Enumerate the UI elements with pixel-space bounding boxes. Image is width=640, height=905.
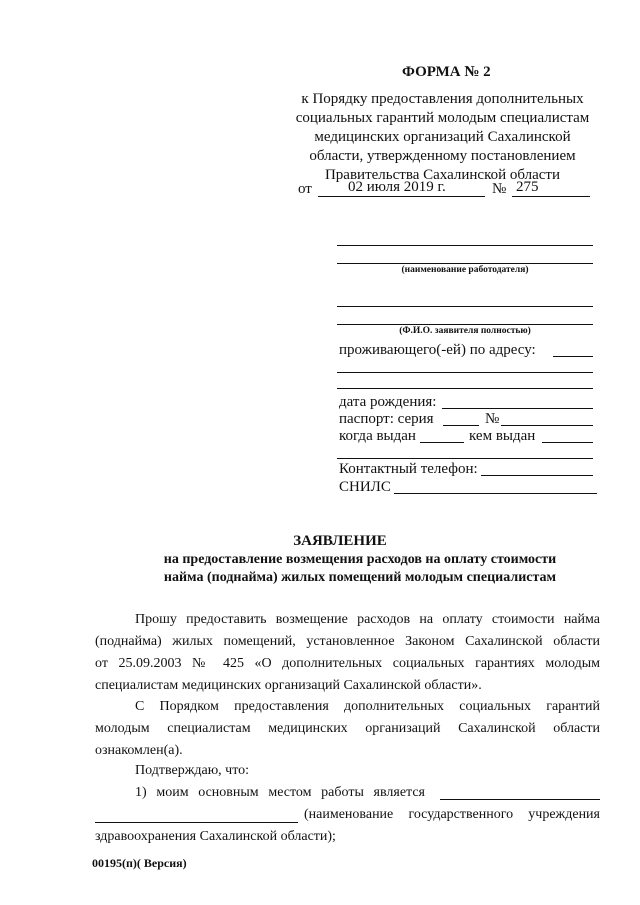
header-line: к Порядку предоставления дополнительных (301, 91, 584, 107)
fio-caption: (Ф.И.О. заявителя полностью) (399, 326, 531, 336)
paragraph-acknowledge (95, 698, 600, 760)
from-label: от (298, 181, 312, 197)
employer-caption: (наименование работодателя) (401, 265, 529, 275)
phone-label: Контактный телефон: (339, 461, 478, 477)
paragraph-request (95, 611, 600, 695)
employer-line (337, 245, 593, 246)
issued-by-line (337, 458, 593, 459)
address-line (553, 356, 593, 357)
workplace-line (95, 822, 298, 823)
header-line: социальных гарантий молодым специалистам (295, 110, 590, 126)
passport-series-line (443, 425, 479, 426)
phone-line (481, 475, 593, 476)
header-line: медицинских организаций Сахалинской (314, 129, 571, 145)
statement-subtitle: найма (поднайма) жилых помещений молодым специалистам (163, 570, 557, 585)
workplace-line (440, 799, 600, 800)
issued-when-label: когда выдан (339, 428, 416, 444)
birth-line (442, 408, 593, 409)
statement-title: ЗАЯВЛЕНИЕ (293, 533, 387, 549)
header-line: области, утвержденному постановлением (309, 148, 576, 164)
passport-number-label: № (485, 411, 500, 427)
passport-series-label: паспорт: серия (339, 411, 434, 427)
employer-line (337, 263, 593, 264)
issued-by-line (542, 442, 593, 443)
fio-line (337, 306, 593, 307)
snils-label: СНИЛС (339, 479, 391, 495)
paragraph-line: специалистам медицинских организаций Сахалинской области». (95, 678, 482, 693)
form-title: ФОРМА № 2 (402, 64, 491, 80)
snils-line (394, 493, 597, 494)
item-1-text: 1) моим основным местом работы является (135, 785, 425, 800)
paragraph-line: ознакомлен(а). (95, 743, 183, 758)
footer-code: 00195(п)( Версия) (92, 856, 187, 870)
birth-label: дата рождения: (339, 394, 437, 410)
header-reference (290, 90, 595, 185)
decree-date: 02 июля 2019 г. (348, 179, 446, 195)
item-1-caption: (наименование государственного учреждения (304, 807, 600, 822)
address-line (337, 372, 593, 373)
item-1-end: здравоохранения Сахалинской области); (95, 829, 336, 844)
fio-line (337, 324, 593, 325)
passport-number-line (501, 425, 593, 426)
paragraph-line: С Порядком предоставления дополнительных социальных гарантий (135, 699, 600, 714)
paragraph-line: от 25.09.2003 № 425 «О дополнительных социальных гарантиях молодым (95, 656, 600, 671)
confirm-text: Подтверждаю, что: (135, 763, 250, 778)
address-line (337, 388, 593, 389)
address-label: проживающего(-ей) по адресу: (339, 342, 536, 358)
paragraph-line: (поднайма) жилых помещений, установленное Законом Сахалинской области (95, 634, 600, 649)
issued-when-line (420, 442, 464, 443)
paragraph-line: молодым специалистам медицинских организаций Сахалинской области (95, 721, 600, 736)
paragraph-line: Прошу предоставить возмещение расходов на оплату стоимости найма (135, 612, 600, 627)
statement-subtitle: на предоставление возмещения расходов на оплату стоимости (163, 552, 557, 567)
header-line: Правительства Сахалинской области (324, 167, 561, 183)
decree-number: 275 (516, 179, 539, 195)
number-label: № (492, 181, 507, 197)
issued-by-label: кем выдан (469, 428, 536, 444)
